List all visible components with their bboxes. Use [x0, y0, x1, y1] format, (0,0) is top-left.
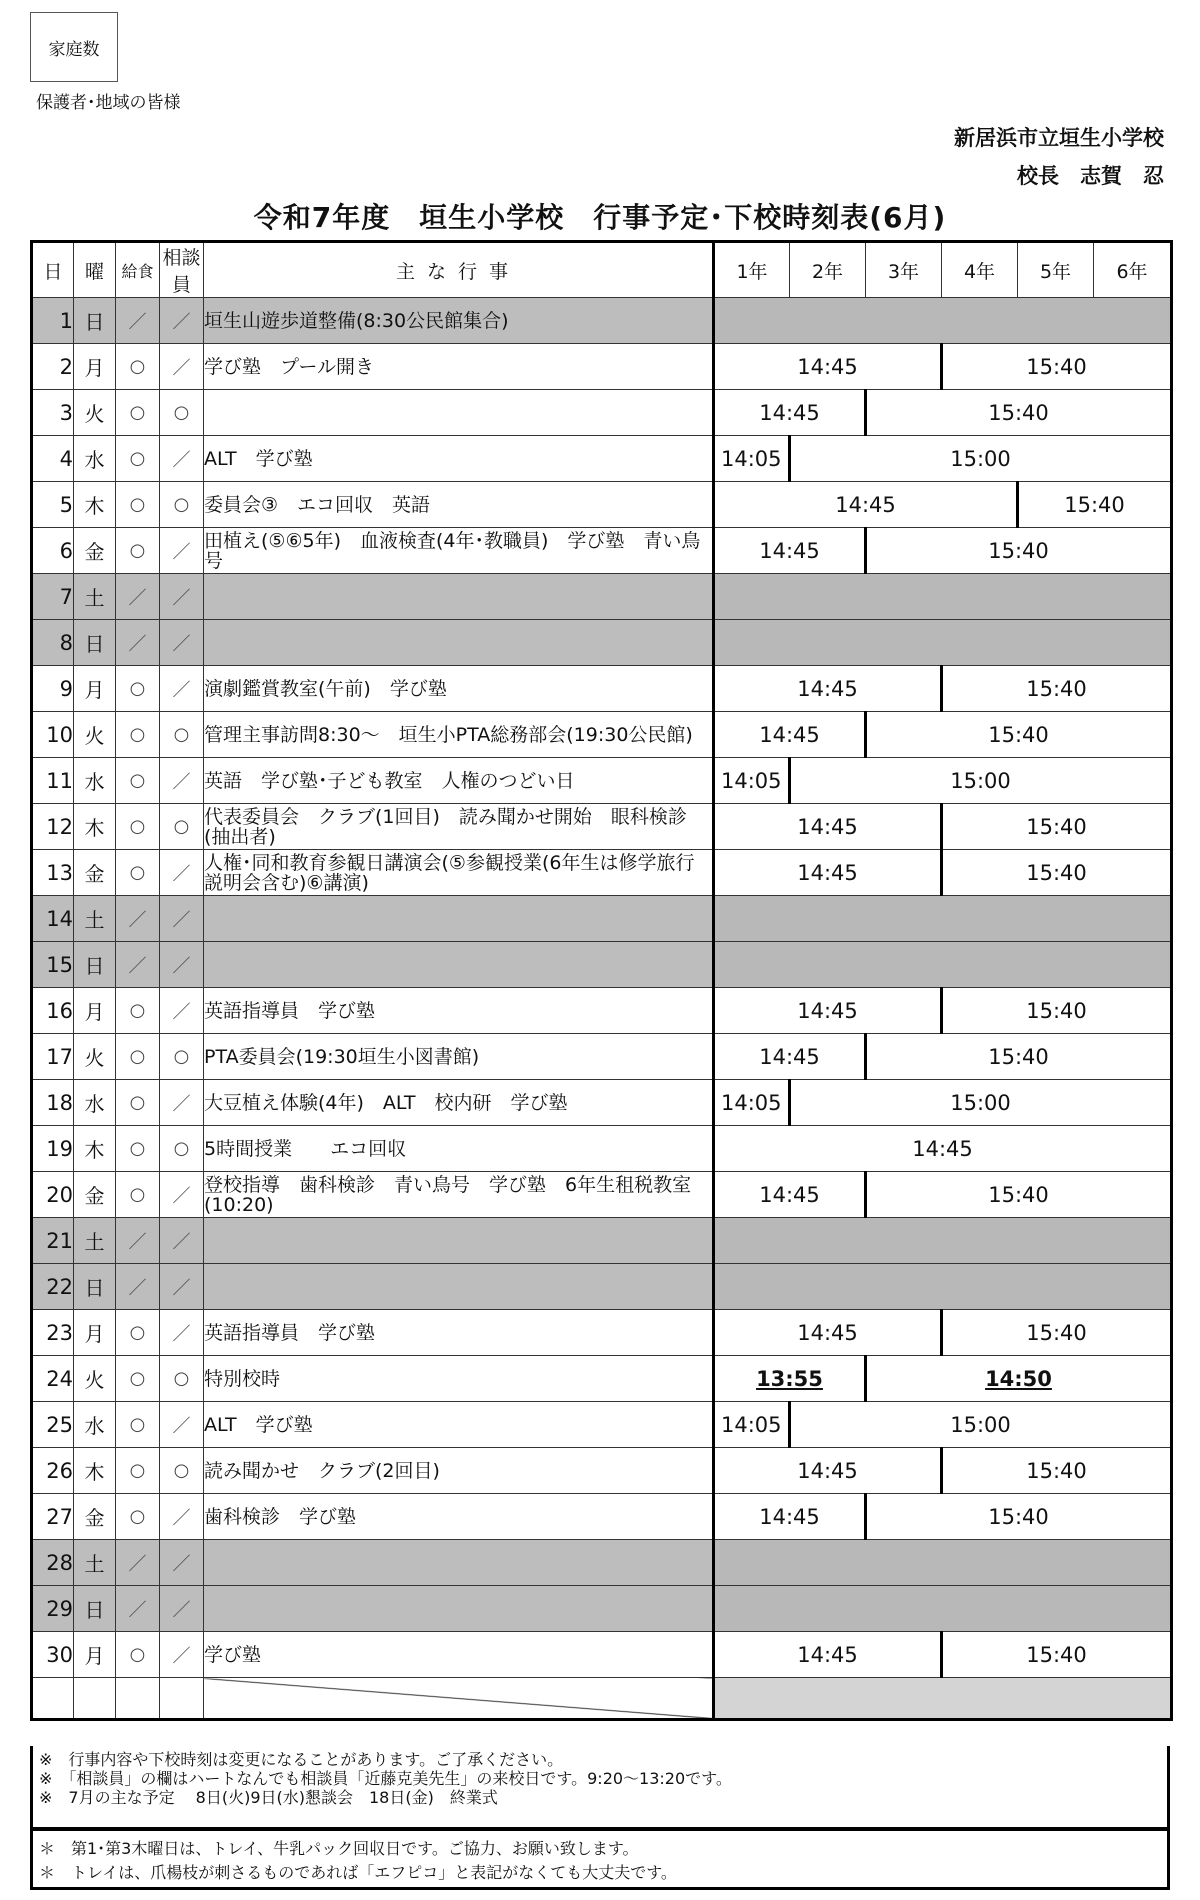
dismissal-time-upper: 15:40	[942, 344, 1172, 390]
dismissal-time-upper: 15:40	[942, 850, 1172, 896]
lunch-mark: ○	[116, 988, 160, 1034]
col-events: 主な行事	[204, 242, 714, 298]
dismissal-time-lower: 14:45	[714, 528, 866, 574]
dismissal-blank	[714, 574, 1172, 620]
dismissal-blank	[714, 1218, 1172, 1264]
weekday-cell: 水	[74, 1402, 116, 1448]
weekday-cell: 月	[74, 666, 116, 712]
dismissal-time-upper: 15:40	[942, 988, 1172, 1034]
reminders-section	[30, 1830, 1170, 1890]
dismissal-time-lower: 14:45	[714, 988, 942, 1034]
dismissal-time-lower: 14:45	[714, 482, 1018, 528]
events-cell: 英語指導員 学び塾	[204, 988, 714, 1034]
schedule-row	[32, 896, 1172, 942]
events-cell: 学び塾	[204, 1632, 714, 1678]
counselor-mark: ／	[160, 1586, 204, 1632]
events-cell: 人権･同和教育参観日講演会(⑤参観授業(6年生は修学旅行説明会含む)⑥講演)	[204, 850, 714, 896]
blank-cell	[116, 1678, 160, 1720]
schedule-row	[32, 942, 1172, 988]
counselor-mark: ／	[160, 850, 204, 896]
counselor-mark: ／	[160, 666, 204, 712]
dismissal-time-lower: 13:55	[714, 1356, 866, 1402]
dismissal-time-upper: 15:40	[866, 1172, 1172, 1218]
weekday-cell: 金	[74, 528, 116, 574]
events-cell: 学び塾 プール開き	[204, 344, 714, 390]
counselor-mark: ／	[160, 574, 204, 620]
counselor-mark: ／	[160, 1218, 204, 1264]
counselor-mark: ○	[160, 482, 204, 528]
weekday-cell: 土	[74, 896, 116, 942]
lunch-mark: ○	[116, 390, 160, 436]
schedule-row	[32, 620, 1172, 666]
document-title: 令和7年度 垣生小学校 行事予定･下校時刻表(6月)	[253, 201, 947, 234]
day-cell: 21	[32, 1218, 74, 1264]
lunch-mark: ○	[116, 1310, 160, 1356]
day-cell: 4	[32, 436, 74, 482]
events-cell: 委員会③ エコ回収 英語	[204, 482, 714, 528]
counselor-mark: ／	[160, 1540, 204, 1586]
schedule-row	[32, 528, 1172, 574]
counselor-mark: ○	[160, 1126, 204, 1172]
dismissal-time-lower: 14:45	[714, 666, 942, 712]
dismissal-time-upper: 15:00	[790, 1080, 1172, 1126]
day-cell: 17	[32, 1034, 74, 1080]
events-cell: 特別校時	[204, 1356, 714, 1402]
lunch-mark: ／	[116, 620, 160, 666]
schedule-row	[32, 344, 1172, 390]
day-cell: 24	[32, 1356, 74, 1402]
dismissal-blank	[714, 620, 1172, 666]
lunch-mark: ○	[116, 712, 160, 758]
weekday-cell: 月	[74, 1632, 116, 1678]
schedule-row	[32, 1448, 1172, 1494]
counselor-mark: ／	[160, 1494, 204, 1540]
day-cell: 12	[32, 804, 74, 850]
lunch-mark: ○	[116, 1080, 160, 1126]
dismissal-time-lower: 14:45	[714, 1034, 866, 1080]
day-cell: 30	[32, 1632, 74, 1678]
events-cell	[204, 896, 714, 942]
counselor-mark: ／	[160, 528, 204, 574]
blank-row	[32, 1678, 1172, 1720]
note-line: ※ 行事内容や下校時刻は変更になることがあります。ご了承ください。	[39, 1750, 564, 1769]
blank-cell	[74, 1678, 116, 1720]
dismissal-time-lower: 14:45	[714, 390, 866, 436]
counselor-mark: ○	[160, 1356, 204, 1402]
dismissal-time-upper: 15:40	[942, 1632, 1172, 1678]
events-cell: 歯科検診 学び塾	[204, 1494, 714, 1540]
dismissal-time-upper: 15:00	[790, 758, 1172, 804]
dismissal-time-upper: 15:40	[942, 1310, 1172, 1356]
schedule-row	[32, 390, 1172, 436]
events-cell: 田植え(⑤⑥5年) 血液検査(4年･教職員) 学び塾 青い鳥号	[204, 528, 714, 574]
lunch-mark: ○	[116, 1402, 160, 1448]
day-cell: 29	[32, 1586, 74, 1632]
weekday-cell: 木	[74, 804, 116, 850]
schedule-row	[32, 850, 1172, 896]
weekday-cell: 日	[74, 942, 116, 988]
dismissal-time-lower: 14:45	[714, 1494, 866, 1540]
schedule-row	[32, 804, 1172, 850]
dismissal-time-lower: 14:45	[714, 850, 942, 896]
table-header-row	[32, 242, 1172, 298]
lunch-mark: ／	[116, 1586, 160, 1632]
dismissal-time-upper: 15:40	[866, 1034, 1172, 1080]
lunch-mark: ／	[116, 942, 160, 988]
events-cell: 5時間授業 エコ回収	[204, 1126, 714, 1172]
dismissal-time-lower: 14:05	[714, 1402, 790, 1448]
lunch-mark: ○	[116, 758, 160, 804]
lunch-mark: ○	[116, 1356, 160, 1402]
counselor-mark: ／	[160, 1172, 204, 1218]
dismissal-time: 14:45	[714, 1126, 1172, 1172]
dismissal-time-upper: 15:40	[1018, 482, 1172, 528]
counselor-mark: ○	[160, 390, 204, 436]
lunch-mark: ○	[116, 804, 160, 850]
day-cell: 7	[32, 574, 74, 620]
day-cell: 26	[32, 1448, 74, 1494]
lunch-mark: ○	[116, 1494, 160, 1540]
lunch-mark: ／	[116, 896, 160, 942]
counselor-mark: ／	[160, 1310, 204, 1356]
day-cell: 23	[32, 1310, 74, 1356]
lunch-mark: ○	[116, 1448, 160, 1494]
schedule-row	[32, 298, 1172, 344]
events-cell: 読み聞かせ クラブ(2回目)	[204, 1448, 714, 1494]
schedule-row	[32, 482, 1172, 528]
lunch-mark: ○	[116, 344, 160, 390]
reminder-line: ＊ 第1･第3木曜日は、トレイ、牛乳パック回収日です。ご協力、お願い致します。	[39, 1839, 639, 1858]
counselor-mark: ／	[160, 758, 204, 804]
col-day: 日	[32, 242, 74, 298]
blank-gray-cell	[714, 1678, 1172, 1720]
weekday-cell: 水	[74, 758, 116, 804]
schedule-row	[32, 1402, 1172, 1448]
dismissal-blank	[714, 1586, 1172, 1632]
events-cell	[204, 574, 714, 620]
weekday-cell: 水	[74, 1080, 116, 1126]
schedule-row	[32, 1218, 1172, 1264]
blank-cell	[160, 1678, 204, 1720]
dismissal-blank	[714, 942, 1172, 988]
col-counselor: 相談員	[160, 242, 204, 298]
weekday-cell: 月	[74, 1310, 116, 1356]
dismissal-time-upper: 15:00	[790, 1402, 1172, 1448]
day-cell: 2	[32, 344, 74, 390]
counselor-mark: ／	[160, 1264, 204, 1310]
weekday-cell: 月	[74, 988, 116, 1034]
events-cell: 垣生山遊歩道整備(8:30公民館集合)	[204, 298, 714, 344]
counselor-mark: ○	[160, 1448, 204, 1494]
day-cell: 9	[32, 666, 74, 712]
events-cell: 大豆植え体験(4年) ALT 校内研 学び塾	[204, 1080, 714, 1126]
dismissal-time-upper: 15:40	[942, 666, 1172, 712]
schedule-row	[32, 1310, 1172, 1356]
col-grade-5: 5年	[1018, 242, 1094, 298]
events-cell: 登校指導 歯科検診 青い鳥号 学び塾 6年生租税教室(10:20)	[204, 1172, 714, 1218]
lunch-mark: ○	[116, 850, 160, 896]
dismissal-time-upper: 15:40	[866, 712, 1172, 758]
schedule-row	[32, 666, 1172, 712]
counselor-mark: ○	[160, 712, 204, 758]
blank-diagonal-cell	[204, 1678, 714, 1720]
events-cell: ALT 学び塾	[204, 436, 714, 482]
note-line: ※ 「相談員」の欄はハートなんでも相談員「近藤克美先生」の来校日です。9:20～13:20です。	[39, 1769, 732, 1788]
schedule-row	[32, 758, 1172, 804]
day-cell: 27	[32, 1494, 74, 1540]
schedule-row	[32, 1632, 1172, 1678]
principal-name: 校長 志賀 忍	[1017, 164, 1164, 188]
schedule-row	[32, 988, 1172, 1034]
counselor-mark: ／	[160, 988, 204, 1034]
counselor-mark: ／	[160, 620, 204, 666]
events-cell	[204, 390, 714, 436]
counselor-mark: ／	[160, 436, 204, 482]
schedule-row	[32, 1126, 1172, 1172]
counselor-mark: ○	[160, 804, 204, 850]
schedule-row	[32, 436, 1172, 482]
dismissal-time-upper: 15:40	[866, 528, 1172, 574]
lunch-mark: ○	[116, 666, 160, 712]
events-cell	[204, 1586, 714, 1632]
dismissal-time-lower: 14:45	[714, 1632, 942, 1678]
col-grade-4: 4年	[942, 242, 1018, 298]
events-cell: 代表委員会 クラブ(1回目) 読み聞かせ開始 眼科検診(抽出者)	[204, 804, 714, 850]
weekday-cell: 火	[74, 1356, 116, 1402]
events-cell	[204, 1218, 714, 1264]
household-count-box: 家庭数	[30, 12, 118, 82]
schedule-table	[30, 240, 1173, 1721]
schedule-row	[32, 712, 1172, 758]
events-cell	[204, 620, 714, 666]
col-grade-1: 1年	[714, 242, 790, 298]
day-cell: 25	[32, 1402, 74, 1448]
events-cell: 英語指導員 学び塾	[204, 1310, 714, 1356]
dismissal-time-lower: 14:45	[714, 344, 942, 390]
dismissal-time-lower: 14:45	[714, 804, 942, 850]
day-cell: 16	[32, 988, 74, 1034]
lunch-mark: ○	[116, 1034, 160, 1080]
reminder-line: ＊ トレイは、爪楊枝が刺さるものであれば「エフピコ」と表記がなくても大丈夫です。	[39, 1863, 677, 1882]
dismissal-time-upper: 15:40	[942, 1448, 1172, 1494]
lunch-mark: ○	[116, 1172, 160, 1218]
day-cell: 18	[32, 1080, 74, 1126]
counselor-mark: ／	[160, 896, 204, 942]
col-grade-2: 2年	[790, 242, 866, 298]
day-cell: 5	[32, 482, 74, 528]
weekday-cell: 日	[74, 1586, 116, 1632]
counselor-mark: ／	[160, 942, 204, 988]
dismissal-time-upper: 15:40	[942, 804, 1172, 850]
dismissal-time-lower: 14:05	[714, 758, 790, 804]
weekday-cell: 金	[74, 850, 116, 896]
schedule-row	[32, 574, 1172, 620]
events-cell: PTA委員会(19:30垣生小図書館)	[204, 1034, 714, 1080]
weekday-cell: 木	[74, 1126, 116, 1172]
day-cell: 14	[32, 896, 74, 942]
day-cell: 22	[32, 1264, 74, 1310]
counselor-mark: ／	[160, 1632, 204, 1678]
dismissal-time-upper: 14:50	[866, 1356, 1172, 1402]
lunch-mark: ○	[116, 436, 160, 482]
dismissal-time-lower: 14:45	[714, 1448, 942, 1494]
weekday-cell: 金	[74, 1172, 116, 1218]
weekday-cell: 木	[74, 1448, 116, 1494]
dismissal-time-lower: 14:05	[714, 436, 790, 482]
day-cell: 3	[32, 390, 74, 436]
counselor-mark: ／	[160, 1402, 204, 1448]
schedule-row	[32, 1356, 1172, 1402]
dismissal-blank	[714, 298, 1172, 344]
schedule-row	[32, 1540, 1172, 1586]
lunch-mark: ○	[116, 482, 160, 528]
blank-cell	[32, 1678, 74, 1720]
day-cell: 11	[32, 758, 74, 804]
lunch-mark: ／	[116, 1540, 160, 1586]
dismissal-blank	[714, 1264, 1172, 1310]
lunch-mark: ○	[116, 1126, 160, 1172]
dismissal-time-lower: 14:45	[714, 712, 866, 758]
events-cell	[204, 1540, 714, 1586]
weekday-cell: 火	[74, 1034, 116, 1080]
schedule-row	[32, 1034, 1172, 1080]
lunch-mark: ／	[116, 298, 160, 344]
day-cell: 8	[32, 620, 74, 666]
events-cell: 英語 学び塾･子ども教室 人権のつどい日	[204, 758, 714, 804]
note-line: ※ 7月の主な予定 8日(火)9日(水)懇談会 18日(金) 終業式	[39, 1788, 498, 1807]
col-grade-6: 6年	[1094, 242, 1172, 298]
dismissal-time-upper: 15:40	[866, 390, 1172, 436]
col-dow: 曜	[74, 242, 116, 298]
counselor-mark: ○	[160, 1034, 204, 1080]
schedule-row	[32, 1494, 1172, 1540]
events-cell	[204, 1264, 714, 1310]
events-cell: 演劇鑑賞教室(午前) 学び塾	[204, 666, 714, 712]
dismissal-blank	[714, 1540, 1172, 1586]
weekday-cell: 水	[74, 436, 116, 482]
schedule-row	[32, 1172, 1172, 1218]
lunch-mark: ／	[116, 1218, 160, 1264]
day-cell: 20	[32, 1172, 74, 1218]
lunch-mark: ○	[116, 528, 160, 574]
addressee: 保護者･地域の皆様	[36, 93, 181, 113]
events-cell: ALT 学び塾	[204, 1402, 714, 1448]
schedule-row	[32, 1264, 1172, 1310]
day-cell: 13	[32, 850, 74, 896]
events-cell: 管理主事訪問8:30～ 垣生小PTA総務部会(19:30公民館)	[204, 712, 714, 758]
weekday-cell: 日	[74, 1264, 116, 1310]
weekday-cell: 日	[74, 620, 116, 666]
schedule-row	[32, 1080, 1172, 1126]
counselor-mark: ／	[160, 298, 204, 344]
day-cell: 28	[32, 1540, 74, 1586]
weekday-cell: 月	[74, 344, 116, 390]
weekday-cell: 日	[74, 298, 116, 344]
school-name: 新居浜市立垣生小学校	[954, 126, 1164, 150]
col-lunch: 給食	[116, 242, 160, 298]
weekday-cell: 木	[74, 482, 116, 528]
dismissal-time-lower: 14:45	[714, 1172, 866, 1218]
weekday-cell: 火	[74, 390, 116, 436]
day-cell: 1	[32, 298, 74, 344]
weekday-cell: 土	[74, 1218, 116, 1264]
day-cell: 10	[32, 712, 74, 758]
weekday-cell: 金	[74, 1494, 116, 1540]
events-cell	[204, 942, 714, 988]
counselor-mark: ／	[160, 344, 204, 390]
weekday-cell: 土	[74, 574, 116, 620]
day-cell: 19	[32, 1126, 74, 1172]
counselor-mark: ／	[160, 1080, 204, 1126]
lunch-mark: ／	[116, 1264, 160, 1310]
day-cell: 6	[32, 528, 74, 574]
lunch-mark: ○	[116, 1632, 160, 1678]
schedule-row	[32, 1586, 1172, 1632]
lunch-mark: ／	[116, 574, 160, 620]
day-cell: 15	[32, 942, 74, 988]
weekday-cell: 土	[74, 1540, 116, 1586]
dismissal-time-lower: 14:45	[714, 1310, 942, 1356]
notes-section	[30, 1746, 1170, 1830]
dismissal-time-upper: 15:00	[790, 436, 1172, 482]
dismissal-blank	[714, 896, 1172, 942]
weekday-cell: 火	[74, 712, 116, 758]
col-grade-3: 3年	[866, 242, 942, 298]
dismissal-time-upper: 15:40	[866, 1494, 1172, 1540]
dismissal-time-lower: 14:05	[714, 1080, 790, 1126]
